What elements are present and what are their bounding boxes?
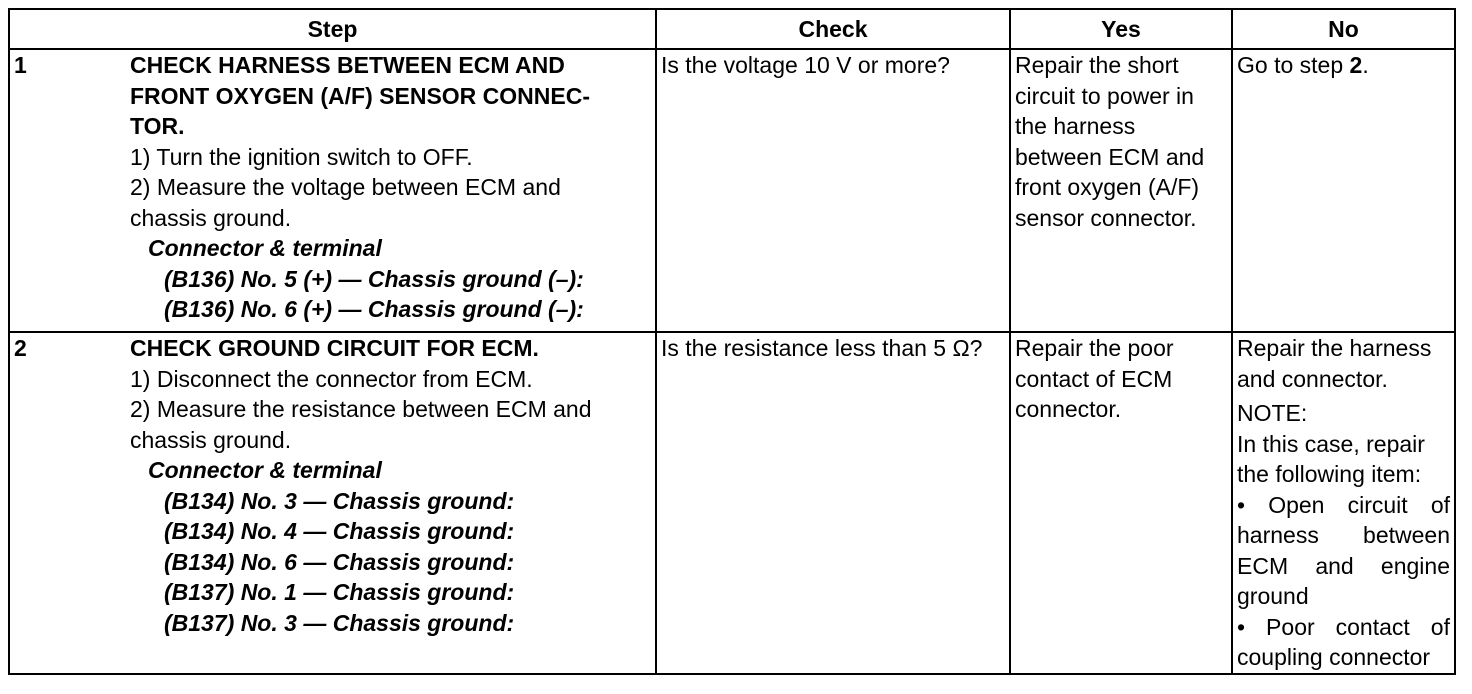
header-yes: Yes xyxy=(1010,9,1232,49)
terminal-line: (B137) No. 3 — Chassis ground: xyxy=(164,609,515,636)
no-prefix: Go to step xyxy=(1237,52,1350,78)
table-header-row xyxy=(9,9,1455,49)
connector-heading: Connector & terminal xyxy=(148,457,382,483)
bullet-line: harness between xyxy=(1237,522,1450,548)
header-step: Step xyxy=(9,9,656,49)
check-text: Is the resistance less than 5 Ω? xyxy=(661,335,983,361)
step-cell xyxy=(9,332,656,674)
bullet-line: • Poor contact of xyxy=(1237,613,1450,640)
instruction-line: chassis ground. xyxy=(130,426,292,453)
check-cell xyxy=(656,49,1010,332)
no-suffix: . xyxy=(1362,52,1369,78)
step-body xyxy=(130,50,651,325)
table-row xyxy=(9,49,1455,332)
step-title-line: TOR. xyxy=(130,113,185,139)
terminal-line: (B136) No. 6 (+) — Chassis ground (–): xyxy=(164,296,584,322)
bullet-line: ground xyxy=(1237,583,1309,609)
yes-line: the harness xyxy=(1015,113,1136,139)
bullet-line: ECM and engine xyxy=(1237,552,1450,579)
yes-line: front oxygen (A/F) xyxy=(1015,174,1200,200)
instruction-line: chassis ground. xyxy=(130,204,292,231)
bullet-line: • Open circuit of xyxy=(1237,491,1450,518)
table-row xyxy=(9,332,1455,674)
yes-line: Repair the poor xyxy=(1015,335,1174,361)
terminal-line: (B134) No. 3 — Chassis ground: xyxy=(164,487,515,514)
no-line: and connector. xyxy=(1237,365,1388,392)
yes-line: sensor connector. xyxy=(1015,204,1197,231)
step-title-line: FRONT OXYGEN (A/F) SENSOR CONNEC- xyxy=(130,82,591,109)
terminal-line: (B137) No. 1 — Chassis ground: xyxy=(164,579,515,605)
header-check: Check xyxy=(656,9,1010,49)
note-label: NOTE: xyxy=(1237,400,1308,426)
yes-line: Repair the short xyxy=(1015,52,1179,78)
instruction-line: 1) Turn the ignition switch to OFF. xyxy=(130,143,473,170)
bullet-line: coupling connector xyxy=(1237,644,1431,670)
yes-cell xyxy=(1010,332,1232,674)
check-text: Is the voltage 10 V or more? xyxy=(661,52,950,78)
no-cell xyxy=(1232,49,1455,332)
step-number: 1 xyxy=(14,52,27,78)
yes-line: contact of ECM xyxy=(1015,365,1173,392)
instruction-line: 2) Measure the resistance between ECM and xyxy=(130,396,592,422)
goto-step-number: 2 xyxy=(1349,52,1363,78)
note-line: In this case, repair xyxy=(1237,430,1425,457)
no-line: Repair the harness xyxy=(1237,335,1432,361)
step-body xyxy=(130,333,651,638)
connector-heading: Connector & terminal xyxy=(148,235,382,261)
terminal-line: (B134) No. 4 — Chassis ground: xyxy=(164,518,515,544)
terminal-line: (B134) No. 6 — Chassis ground: xyxy=(164,548,515,575)
yes-line: circuit to power in xyxy=(1015,82,1194,109)
header-no: No xyxy=(1232,9,1455,49)
instruction-line: 1) Disconnect the connector from ECM. xyxy=(130,365,533,392)
instruction-line: 2) Measure the voltage between ECM and xyxy=(130,174,561,200)
troubleshooting-table xyxy=(8,8,1456,675)
no-text xyxy=(1237,50,1450,81)
yes-line: between ECM and xyxy=(1015,143,1205,170)
step-title-line: CHECK GROUND CIRCUIT FOR ECM. xyxy=(130,335,539,361)
step-title-line: CHECK HARNESS BETWEEN ECM AND xyxy=(130,52,565,78)
step-number: 2 xyxy=(14,335,27,361)
terminal-line: (B136) No. 5 (+) — Chassis ground (–): xyxy=(164,265,584,292)
yes-cell xyxy=(1010,49,1232,332)
check-cell xyxy=(656,332,1010,674)
note-line: the following item: xyxy=(1237,461,1422,487)
no-cell xyxy=(1232,332,1455,674)
step-cell xyxy=(9,49,656,332)
yes-line: connector. xyxy=(1015,396,1122,422)
